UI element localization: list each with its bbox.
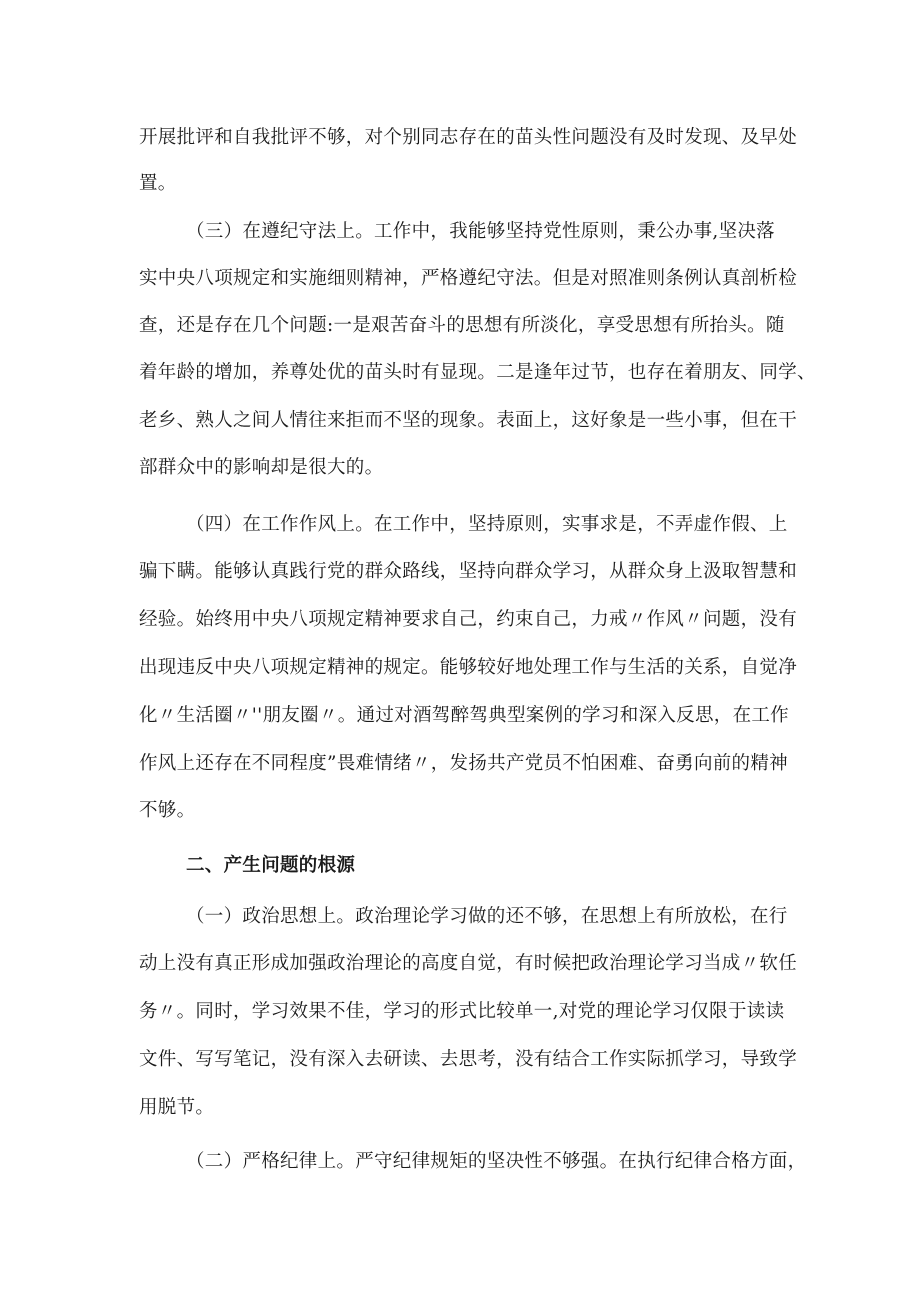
text-line: 着年龄的增加，养尊处优的苗头时有显现。二是逢年过节，也存在着朋友、同学、: [139, 362, 816, 383]
text-line: 文件、写写笔记，没有深入去研读、去思考，没有结合工作实际抓学习，导致学: [139, 1049, 798, 1070]
text-line: 动上没有真正形成加强政治理论的高度自觉，有时候把政治理论学习当成〃软任: [139, 953, 798, 974]
text-line: 置。: [139, 173, 177, 194]
text-line: 化〃生活圈〃''朋友圈〃。通过对酒驾醉驾典型案例的学习和深入反思，在工作: [139, 705, 789, 726]
paragraph-line: （三）在遵纪守法上。工作中，我能够坚持党性原则，秉公办事,坚决落: [186, 221, 775, 242]
text-line: 开展批评和自我批评不够，对个别同志存在的苗头性问题没有及时发现、及早处: [139, 127, 798, 148]
paragraph-line: （二）严格纪律上。严守纪律规矩的坚决性不够强。在执行纪律合格方面，: [186, 1151, 807, 1172]
text-line: 用脱节。: [139, 1097, 215, 1118]
text-line: 务〃。同时，学习效果不佳，学习的形式比较单一,对党的理论学习仅限于读读: [139, 1001, 785, 1022]
text-line: 部群众中的影响却是很大的。: [139, 457, 384, 478]
text-line: 不够。: [139, 800, 196, 821]
text-line: 出现违反中央八项规定精神的规定。能够较好地处理工作与生活的关系，自觉净: [139, 657, 798, 678]
text-line: 骗下瞒。能够认真践行党的群众路线，坚持向群众学习，从群众身上汲取智慧和: [139, 561, 798, 582]
paragraph-line: （四）在工作作风上。在工作中，坚持原则，实事求是，不弄虚作假、上: [186, 514, 788, 535]
text-line: 经验。始终用中央八项规定精神要求自己，约束自己，力戒〃作风〃问题，没有: [139, 609, 798, 630]
section-heading: 二、产生问题的根源: [186, 855, 356, 876]
text-line: 实中央八项规定和实施细则精神，严格遵纪守法。但是对照准则条例认真剖析检: [139, 268, 798, 289]
text-line: 老乡、熟人之间人情往来拒而不坚的现象。表面上，这好象是一些小事，但在干: [139, 410, 798, 431]
paragraph-line: （一）政治思想上。政治理论学习做的还不够，在思想上有所放松，在行: [186, 906, 788, 927]
text-line: 查，还是存在几个问题:一是艰苦奋斗的思想有所淡化，享受思想有所抬头。随: [139, 315, 785, 336]
text-line: 作风上还存在不同程度”畏难情绪〃，发扬共产党员不怕困难、奋勇向前的精神: [139, 753, 788, 774]
